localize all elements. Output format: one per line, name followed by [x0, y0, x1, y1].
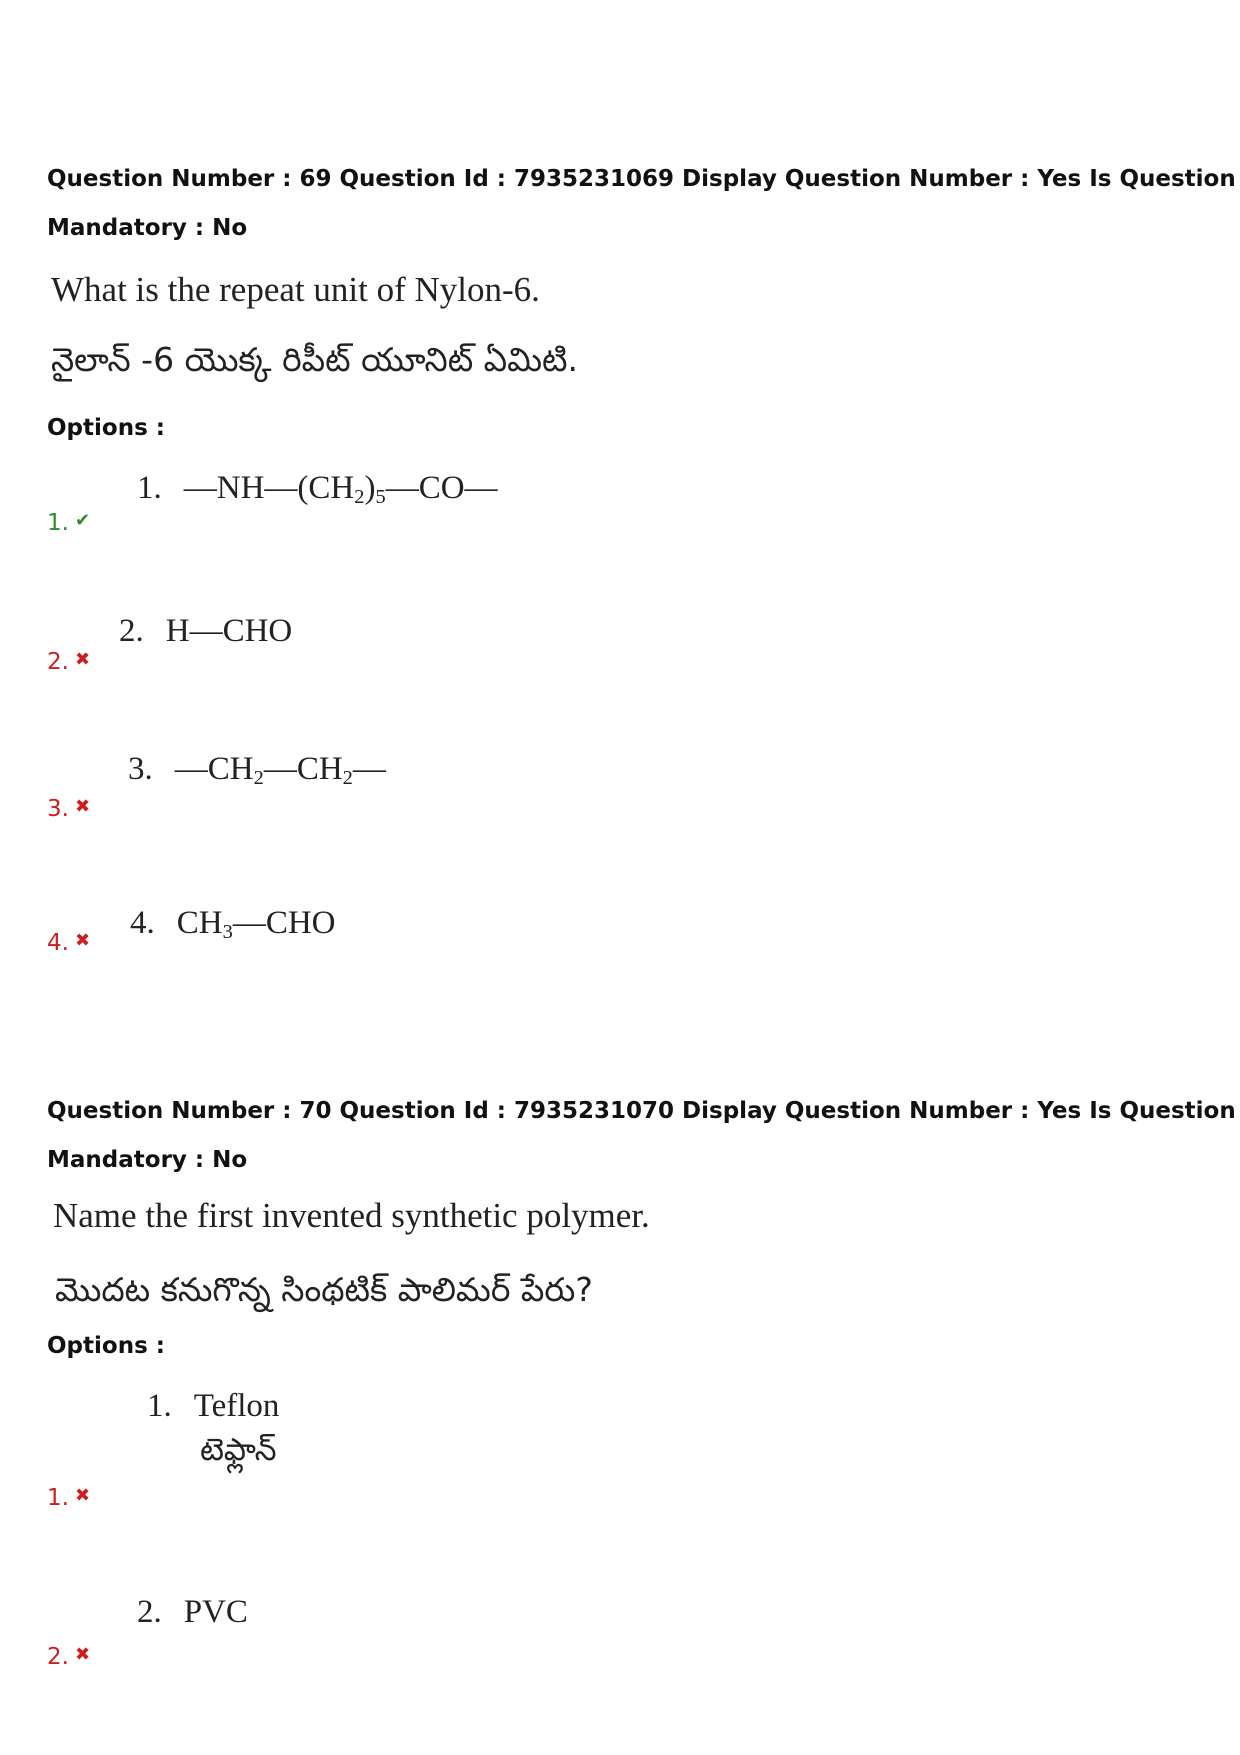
- option-number: 2.: [137, 1594, 162, 1630]
- option-2-content: [119, 615, 292, 648]
- option-1-text-telugu: టెఫ్లాన్: [200, 1432, 277, 1468]
- option-formula: $—CH_2—CH_2—$: [174, 751, 386, 790]
- option-number: 1.: [137, 470, 162, 506]
- question-text-english: What is the repeat unit of Nylon-6.: [51, 270, 540, 309]
- option-1-content: [137, 472, 498, 508]
- option-3-content: [128, 753, 386, 789]
- option-number: 3.: [128, 751, 153, 787]
- question-header: Question Number : 69 Question Id : 7935231069 Display Question Number : Yes Is Question: [47, 166, 1236, 192]
- question-mandatory: Mandatory : No: [47, 1147, 248, 1173]
- option-formula: $—NH—(CH_2)_5—CO—$: [183, 470, 498, 509]
- option-text: Teflon: [193, 1388, 280, 1424]
- option-number: 2.: [119, 613, 144, 649]
- cross-icon: ✖: [74, 796, 91, 817]
- question-text-telugu: నైలాన్ -6 యొక్క రిపీట్ యూనిట్ ఏమిటి.: [51, 340, 579, 379]
- option-2-marker: 2. ✖: [47, 1644, 91, 1670]
- question-mandatory: Mandatory : No: [47, 215, 248, 241]
- options-label: Options :: [47, 1333, 165, 1359]
- option-text: PVC: [183, 1594, 248, 1630]
- cross-icon: ✖: [74, 930, 91, 951]
- cross-icon: ✖: [74, 649, 91, 670]
- option-3-marker: 3. ✖: [47, 796, 91, 822]
- option-formula: H—CHO: [165, 613, 293, 649]
- option-number: 4.: [130, 905, 155, 941]
- option-1-marker: 1. ✖: [47, 1485, 91, 1511]
- option-2-marker: 2. ✖: [47, 649, 91, 675]
- option-4-marker: 4. ✖: [47, 930, 91, 956]
- question-text-english: Name the first invented synthetic polymer.: [53, 1196, 650, 1235]
- option-2-content: [137, 1596, 248, 1629]
- check-icon: ✔: [74, 510, 91, 531]
- option-formula: $CH_3—CHO$: [176, 905, 336, 944]
- cross-icon: ✖: [74, 1644, 91, 1665]
- option-4-content: [130, 907, 336, 943]
- question-header: Question Number : 70 Question Id : 7935231070 Display Question Number : Yes Is Question: [47, 1098, 1236, 1124]
- question-text-telugu: మొదట కనుగొన్న సింథటిక్ పాలిమర్ పేరు?: [55, 1270, 593, 1309]
- cross-icon: ✖: [74, 1485, 91, 1506]
- option-number: 1.: [147, 1388, 172, 1424]
- option-1-marker: 1. ✔: [47, 510, 91, 536]
- option-1-content: [147, 1390, 279, 1423]
- options-label: Options :: [47, 415, 165, 441]
